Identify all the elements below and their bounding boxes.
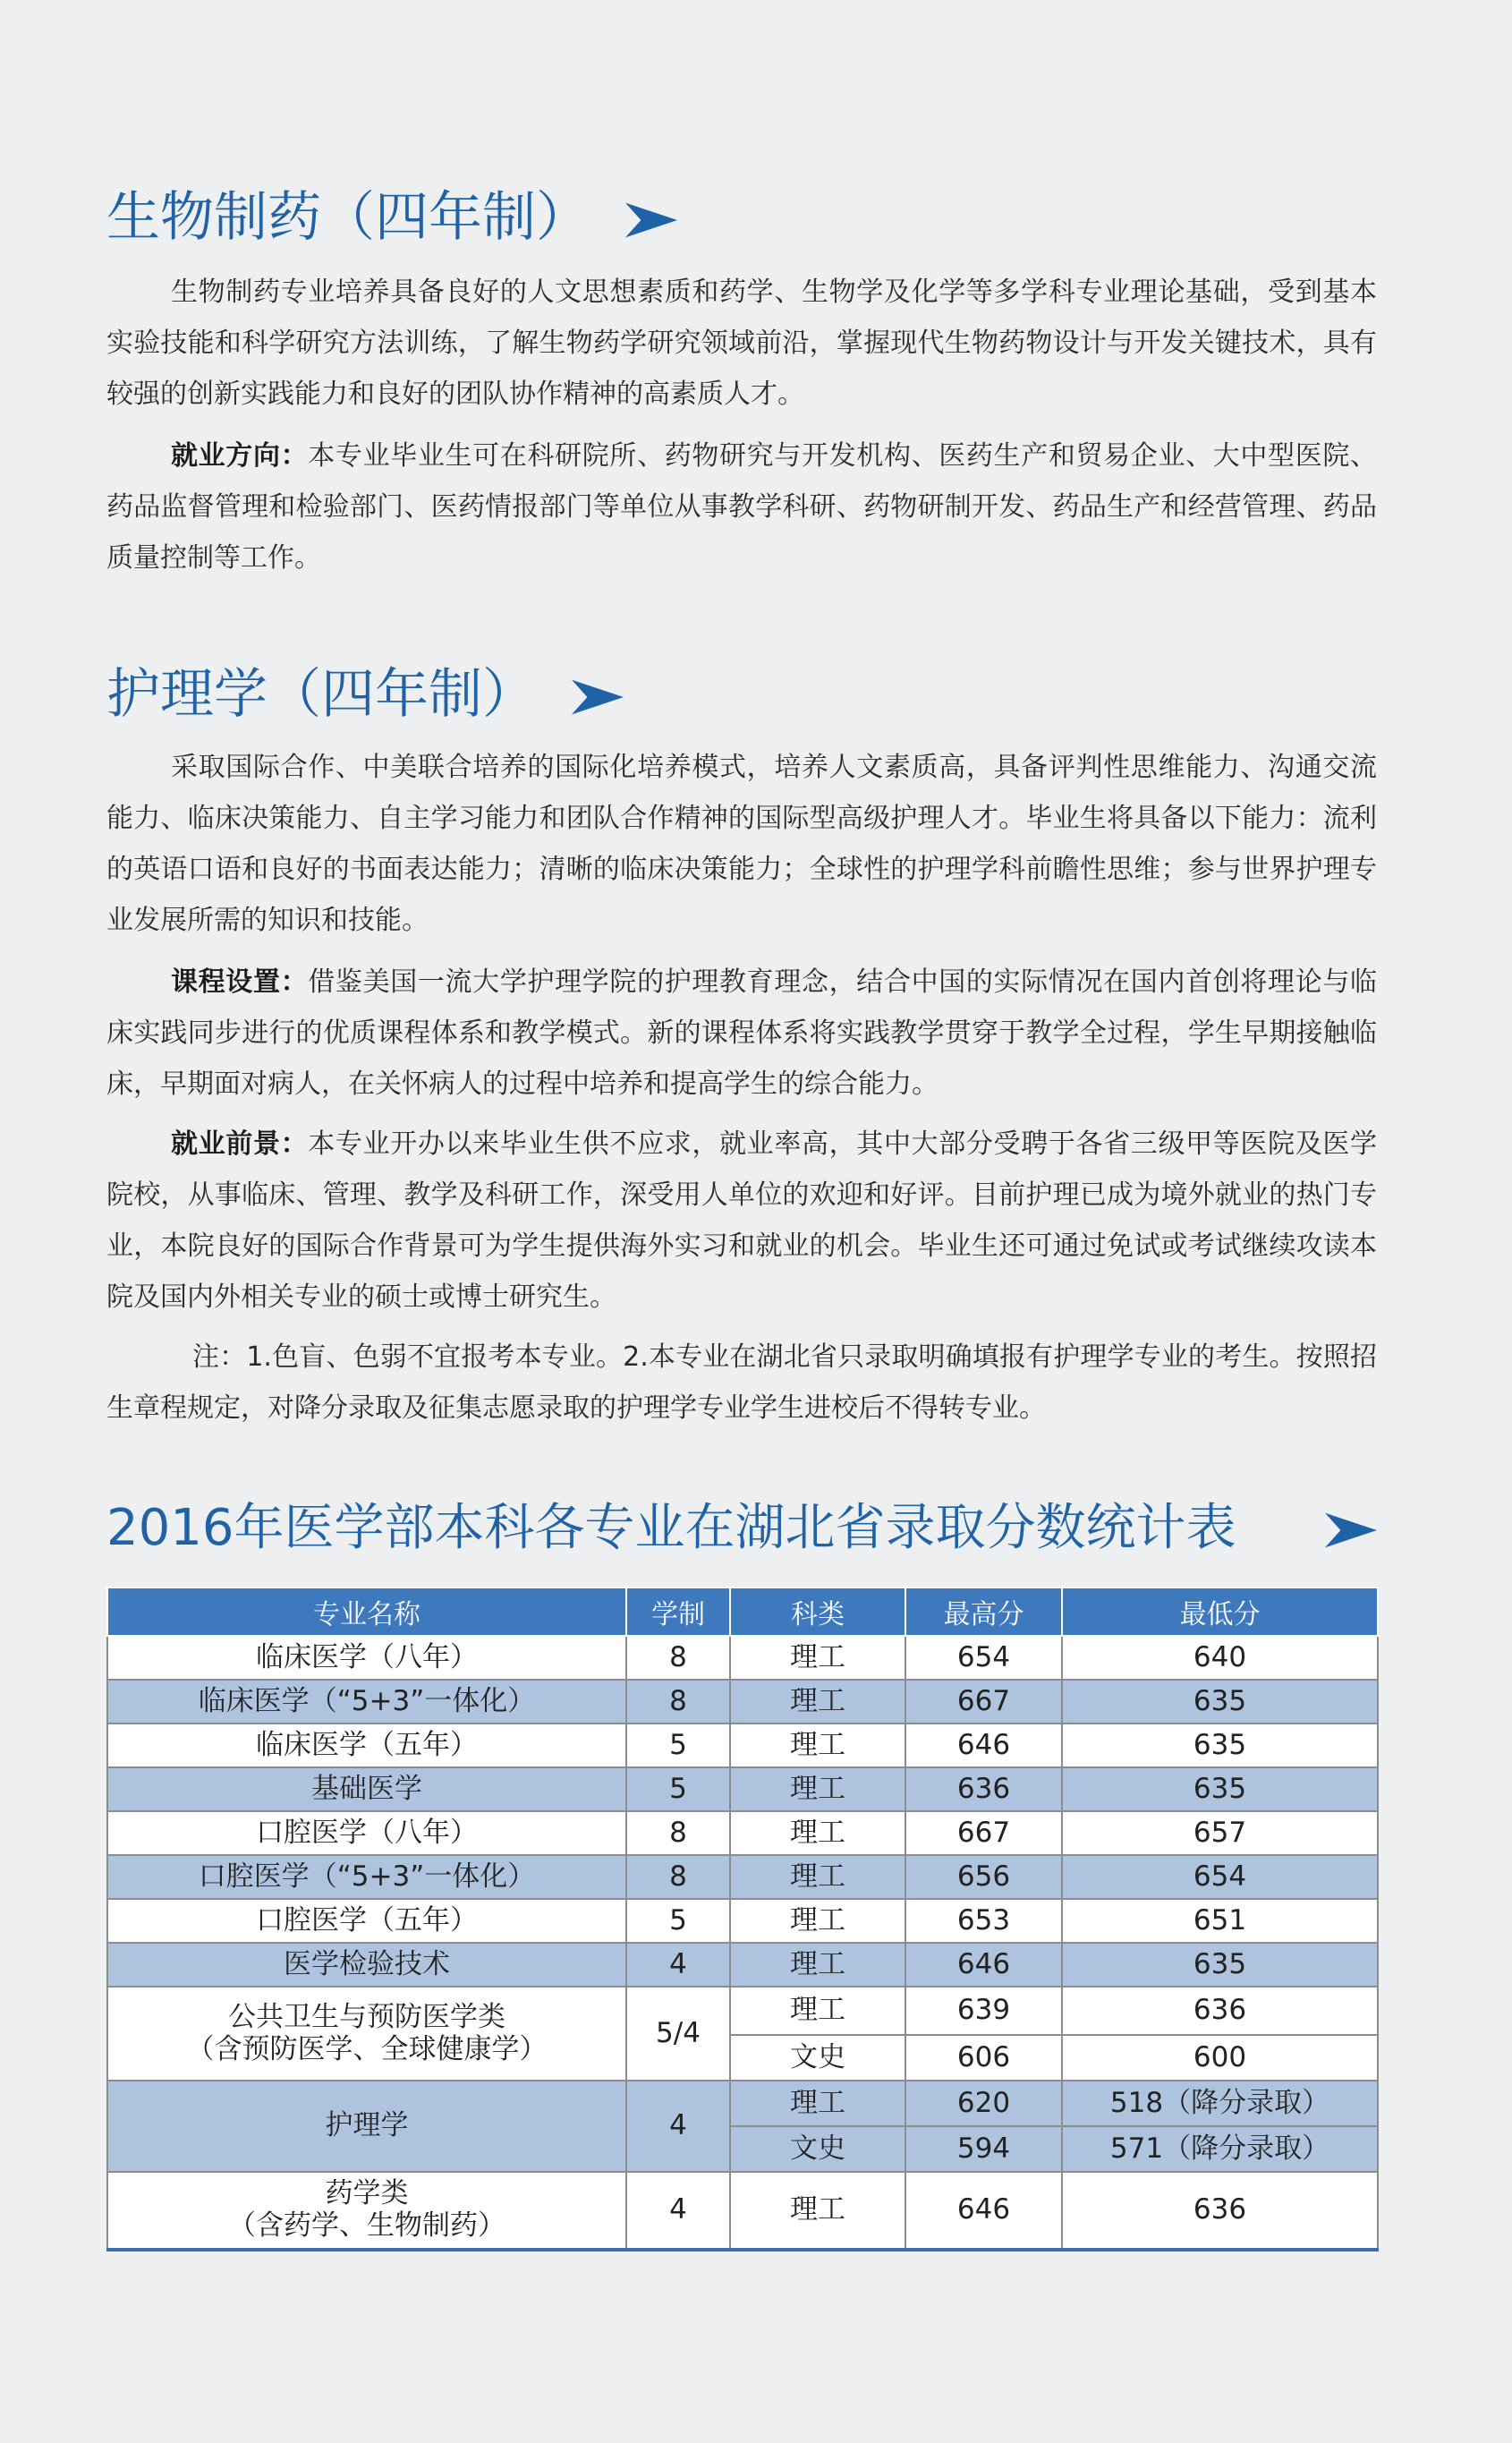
table-row: 文史 606 600	[107, 2035, 1378, 2081]
table-row: 护理学 4 理工 620 518（降分录取）	[107, 2081, 1378, 2126]
career-text: 本专业毕业生可在科研院所、药物研究与开发机构、医药生产和贸易企业、大中型医院、药品监督管理和检验部门、医药情报部门等单位从事教学科研、药物研制开发、药品生产和经营管理、药品质量控制等工作。	[106, 440, 1378, 574]
header-major: 专业名称	[107, 1588, 626, 1636]
table-row: 临床医学（“5+3”一体化） 8 理工 667 635	[107, 1680, 1378, 1724]
table-row: 医学检验技术 4 理工 646 635	[107, 1943, 1378, 1987]
table-header-row	[107, 1588, 1378, 1636]
table-row: 文史 594 571（降分录取）	[107, 2126, 1378, 2172]
nursing-prospect	[106, 1119, 1377, 1323]
table-row: 基础医学 5 理工 636 635	[107, 1767, 1378, 1811]
course-text: 借鉴美国一流大学护理学院的护理教育理念，结合中国的实际情况在国内首创将理论与临床实践同步进行的优质课程体系和教学模式。新的课程体系将实践教学贯穿于教学全过程，学生早期接触临床，早期面对病人，在关怀病人的过程中培养和提高学生的综合能力。	[106, 966, 1378, 1100]
table-row: 口腔医学（“5+3”一体化） 8 理工 656 654	[107, 1855, 1378, 1899]
arrow-right-icon	[625, 202, 677, 238]
biopharma-intro: 生物制药专业培养具备良好的人文思想素质和药学、生物学及化学等多学科专业理论基础，受到基本实验技能和科学研究方法训练，了解生物药学研究领域前沿，掌握现代生物药物设计与开发关键技术，具有较强的创新实践能力和良好的团队协作精神的高素质人才。	[106, 277, 1377, 410]
prospect-label: 就业前景：	[171, 1128, 309, 1160]
pharmacy-name: 药学类 （含药学、生物制药）	[107, 2172, 626, 2250]
table-row: 药学类 （含药学、生物制药） 4 理工 646 636	[107, 2172, 1378, 2250]
arrow-right-icon	[1325, 1512, 1377, 1548]
header-years: 学制	[626, 1588, 730, 1636]
career-label: 就业方向：	[171, 440, 309, 472]
table-row: 口腔医学（五年） 5 理工 653 651	[107, 1899, 1378, 1943]
table-row: 公共卫生与预防医学类 （含预防医学、全球健康学） 5/4 理工 639 636	[107, 1987, 1378, 2035]
course-label: 课程设置：	[171, 966, 309, 998]
prospect-text: 本专业开办以来毕业生供不应求，就业率高，其中大部分受聘于各省三级甲等医院及医学院校，从事临床、管理、教学及科研工作，深受用人单位的欢迎和好评。目前护理已成为境外就业的热门专业，本院良好的国际合作背景可为学生提供海外实习和就业的机会。毕业生还可通过免试或考试继续攻读本院及国内外相关专业的硕士或博士研究生。	[106, 1128, 1378, 1313]
nursing-course	[106, 957, 1377, 1110]
header-min: 最低分	[1062, 1588, 1378, 1636]
section-title-scores: 2016年医学部本科各专业在湖北省录取分数统计表	[106, 1503, 1377, 1553]
table-row: 口腔医学（八年） 8 理工 667 657	[107, 1811, 1378, 1855]
header-max: 最高分	[905, 1588, 1062, 1636]
table-row: 临床医学（八年） 8 理工 654 640	[107, 1636, 1378, 1680]
table-row: 临床医学（五年） 5 理工 646 635	[107, 1724, 1378, 1767]
section-title-biopharma: 生物制药（四年制）	[106, 191, 677, 244]
header-track: 科类	[730, 1588, 905, 1636]
nursing-note: 注：1.色盲、色弱不宜报考本专业。2.本专业在湖北省只录取明确填报有护理学专业的考生。按照招生章程规定，对降分录取及征集志愿录取的护理学专业学生进校后不得转专业。	[106, 1341, 1377, 1424]
nursing-intro: 采取国际合作、中美联合培养的国际化培养模式，培养人文素质高，具备评判性思维能力、沟通交流能力、临床决策能力、自主学习能力和团队合作精神的国际型高级护理人才。毕业生将具备以下能力：流利的英语口语和良好的书面表达能力；清晰的临床决策能力；全球性的护理学科前瞻性思维；参与世界护理专业发展所需的知识和技能。	[106, 752, 1377, 936]
biopharma-career	[106, 430, 1377, 583]
section-title-nursing: 护理学（四年制）	[106, 668, 624, 721]
public-health-name: 公共卫生与预防医学类 （含预防医学、全球健康学）	[107, 1987, 626, 2081]
arrow-right-icon	[572, 679, 624, 715]
admission-score-table	[106, 1587, 1379, 2251]
